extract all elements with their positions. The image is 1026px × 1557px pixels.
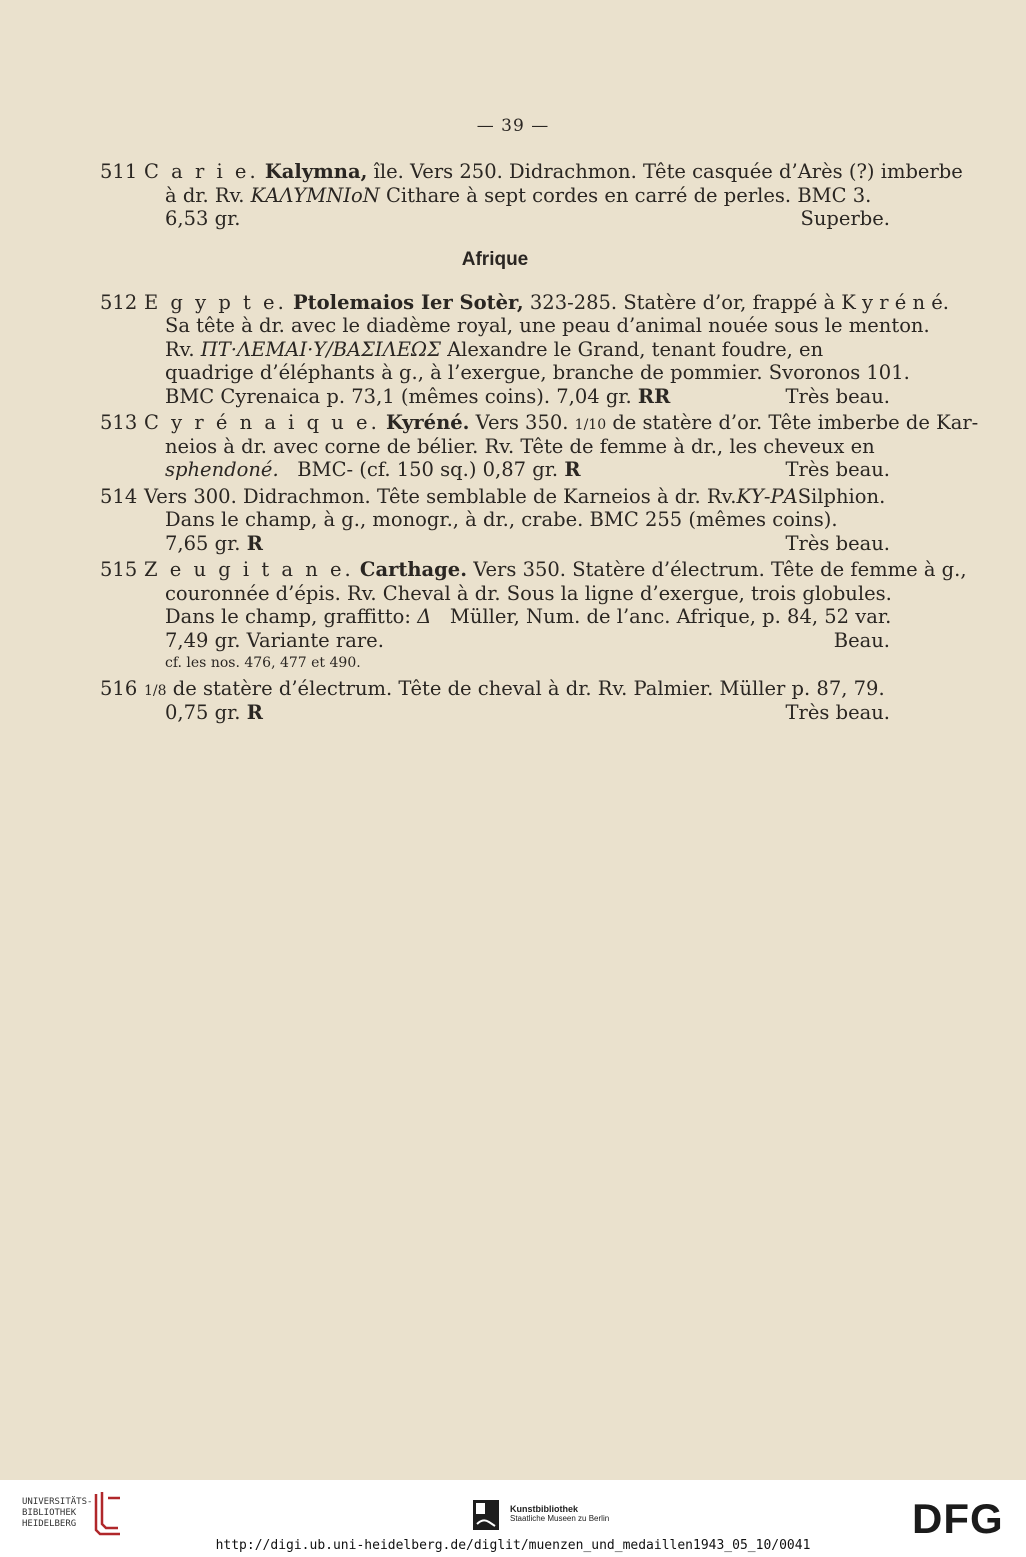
entry-text: Alexandre le Grand, tenant foudre, en bbox=[447, 337, 824, 361]
entry-text: Vers 300. Didrachmon. Tête semblable de Karneios à dr. Rv. bbox=[144, 484, 737, 508]
region-name: C y r é n a i q u e. bbox=[144, 411, 380, 434]
coin-legend: ΠΤ·ΛΕΜΑΙ·Υ/ΒΑΣΙΛΕΩΣ bbox=[200, 337, 441, 361]
entry-text: quadrige d’éléphants à g., à l’exergue, branche de pommier. Svoronos 101. bbox=[165, 361, 910, 384]
entry-515 bbox=[100, 558, 967, 674]
place-name: Carthage. bbox=[359, 558, 468, 581]
fraction: 1/8 bbox=[144, 683, 167, 699]
entry-514 bbox=[100, 485, 890, 556]
weight-text: 0,75 gr. bbox=[165, 700, 241, 724]
entry-number: 516 bbox=[100, 677, 138, 700]
entry-512 bbox=[100, 290, 949, 409]
coin-legend: ΚΑΛΥΜΝΙοΝ bbox=[250, 183, 380, 207]
dfg-logo: DFG bbox=[912, 1495, 1004, 1542]
kb-line: Kunstbibliothek bbox=[510, 1504, 578, 1514]
ub-line: HEIDELBERG bbox=[22, 1519, 77, 1529]
grade: Très beau. bbox=[785, 384, 890, 408]
entry-number: 511 bbox=[100, 160, 138, 183]
entry-text: Vers 350. Statère d’électrum. Tête de femme à g., bbox=[473, 558, 967, 581]
place-name: Kyréné. bbox=[386, 411, 470, 434]
place-name: Kalymna, bbox=[264, 160, 368, 183]
region-name: C a r i e. bbox=[144, 160, 259, 183]
entry-text: 323-285. Statère d’or, frappé à K y r é n é. bbox=[529, 290, 949, 314]
grade: Beau. bbox=[833, 628, 890, 652]
italic-term: sphendoné. bbox=[165, 458, 279, 481]
entry-513 bbox=[100, 411, 979, 482]
entry-511 bbox=[100, 160, 963, 231]
entry-number: 514 bbox=[100, 484, 138, 508]
entry-text: Müller, Num. de l’anc. Afrique, p. 84, 52 var. bbox=[449, 605, 892, 628]
entry-text: Dans le champ, à g., monogr., à dr., crabe. BMC 255 (mêmes coins). bbox=[165, 508, 838, 531]
kunstbibliothek-logo-icon bbox=[473, 1500, 499, 1530]
entry-text: BMC- (cf. 150 sq.) 0,87 gr. bbox=[297, 458, 559, 481]
ub-line: UNIVERSITÄTS- bbox=[22, 1497, 93, 1507]
grade: Superbe. bbox=[800, 207, 890, 230]
entry-text: neios à dr. avec corne de bélier. Rv. Tête de femme à dr., les cheveux en bbox=[165, 434, 875, 458]
page-number: — 39 — bbox=[476, 116, 550, 136]
region-name: E g y p t e. bbox=[144, 290, 287, 314]
rarity-mark: RR bbox=[637, 384, 671, 408]
entry-text: couronnée d’épis. Rv. Cheval à dr. Sous la ligne d’exergue, trois globules. bbox=[165, 581, 892, 605]
weight-text: 7,65 gr. bbox=[165, 531, 241, 555]
fraction: 1/10 bbox=[574, 417, 607, 433]
entry-text: 7,49 gr. Variante rare. bbox=[165, 628, 384, 652]
entry-number: 513 bbox=[100, 411, 138, 434]
cross-reference-note: cf. les nos. 476, 477 et 490. bbox=[165, 655, 361, 671]
entry-516 bbox=[100, 677, 890, 724]
entry-text: de statère d’électrum. Tête de cheval à dr. Rv. Palmier. Müller p. 87, 79. bbox=[172, 677, 885, 700]
entry-text: Vers 350. bbox=[475, 411, 569, 434]
entry-text: île. Vers 250. Didrachmon. Tête casquée d’Arès (?) imberbe bbox=[373, 160, 963, 183]
section-heading: Afrique bbox=[461, 248, 529, 270]
ub-heidelberg-label bbox=[22, 1497, 92, 1530]
kb-line: Staatliche Museen zu Berlin bbox=[510, 1514, 610, 1523]
ub-line: BIBLIOTHEK bbox=[22, 1508, 77, 1518]
graffito-mark: Δ bbox=[417, 605, 432, 628]
entry-number: 512 bbox=[100, 290, 138, 314]
entry-number: 515 bbox=[100, 558, 138, 581]
region-name: Z e u g i t a n e. bbox=[144, 558, 354, 581]
entry-text: Cithare à sept cordes en carré de perles. BMC 3. bbox=[386, 183, 872, 207]
catalog-entries bbox=[100, 160, 979, 727]
source-url[interactable]: http://digi.ub.uni-heidelberg.de/diglit/muenzen_und_medaillen1943_05_10/0041 bbox=[215, 1538, 811, 1553]
entry-text: BMC Cyrenaica p. 73,1 (mêmes coins). 7,04 gr. bbox=[165, 384, 632, 408]
grade: Très beau. bbox=[785, 458, 890, 481]
rarity-mark: R bbox=[246, 531, 263, 555]
grade: Très beau. bbox=[785, 531, 890, 555]
weight-text: 6,53 gr. bbox=[165, 207, 241, 230]
rarity-mark: R bbox=[564, 458, 581, 481]
entry-text: Sa tête à dr. avec le diadème royal, une peau d’animal nouée sous le menton. bbox=[165, 314, 930, 337]
entry-text: à dr. Rv. bbox=[165, 183, 245, 207]
grade: Très beau. bbox=[785, 700, 890, 724]
entry-text: Rv. bbox=[165, 337, 195, 361]
entry-text: Silphion. bbox=[797, 484, 886, 508]
entry-text: de statère d’or. Tête imberbe de Kar- bbox=[612, 411, 979, 434]
ub-heidelberg-logo-icon bbox=[92, 1490, 124, 1536]
kunstbibliothek-label bbox=[510, 1504, 609, 1524]
rarity-mark: R bbox=[246, 700, 263, 724]
ruler-name: Ptolemaios Ier Sotèr, bbox=[293, 290, 524, 314]
entry-text: Dans le champ, graffitto: bbox=[165, 605, 411, 628]
coin-legend: ΚΥ-ΡΑ bbox=[736, 484, 798, 508]
